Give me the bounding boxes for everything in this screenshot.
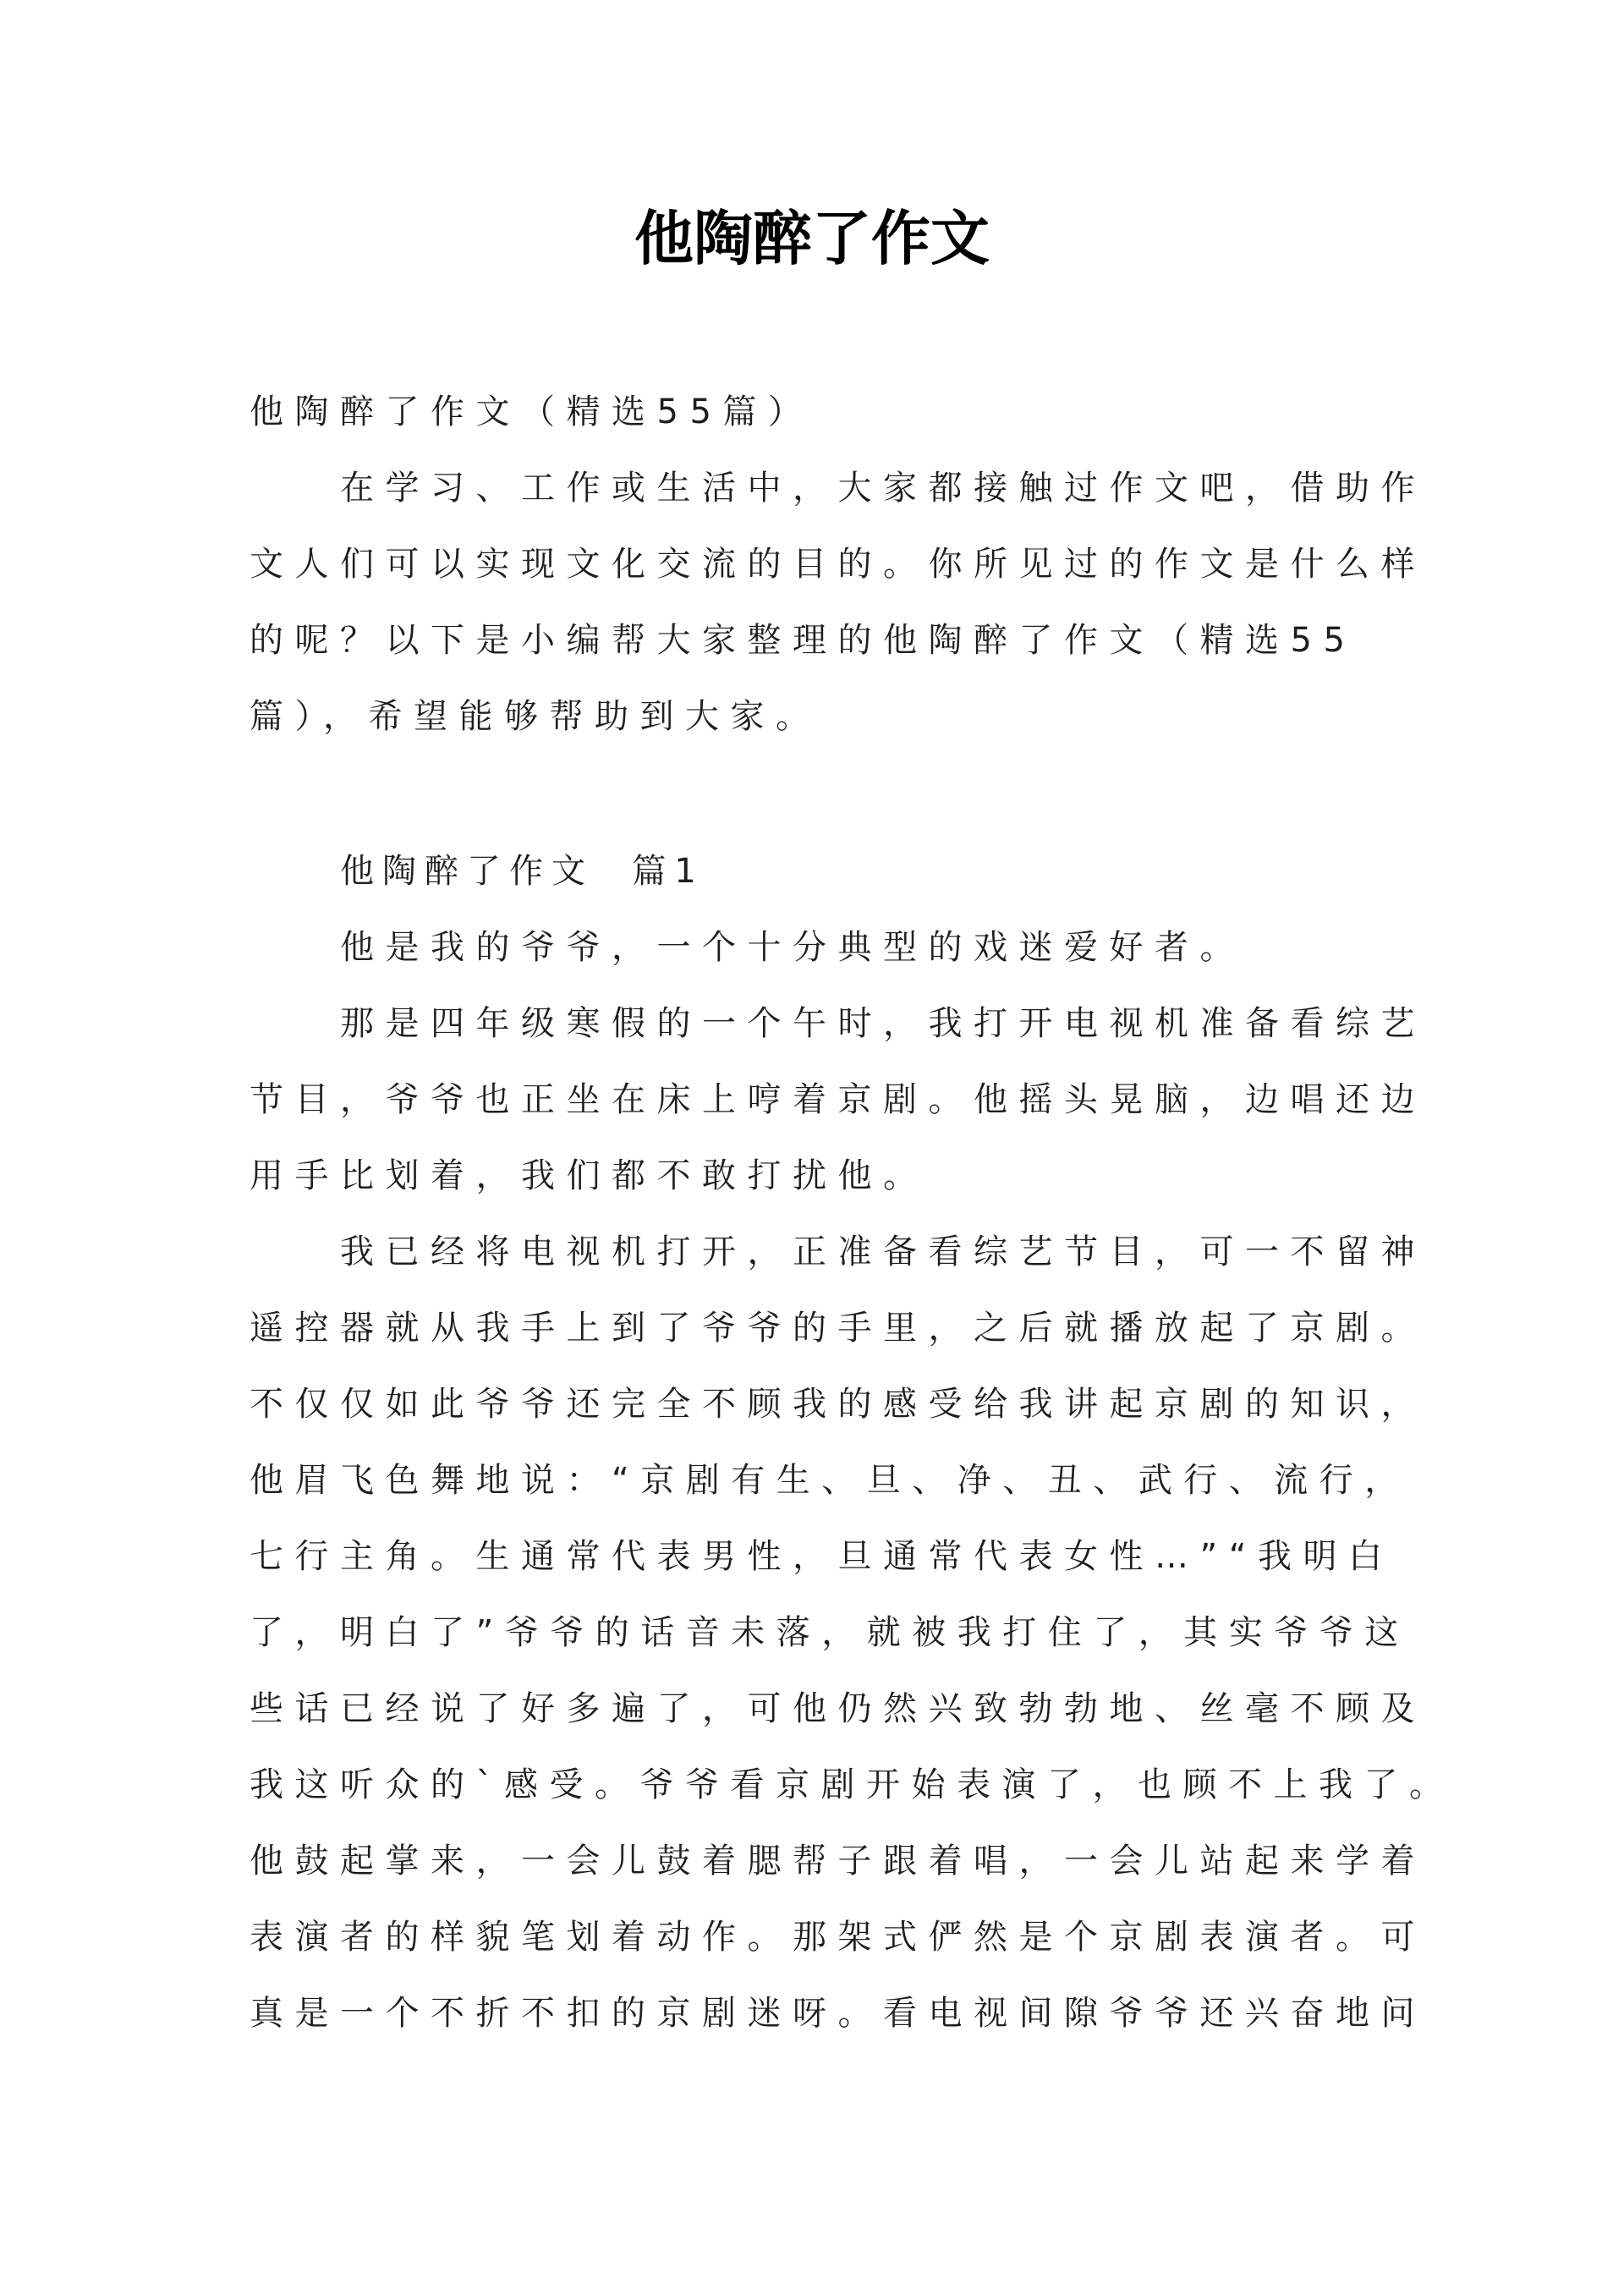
paragraph-line: 七行主角。生通常代表男性，旦通常代表女性…”“我明白	[250, 1537, 1394, 1576]
paragraph-line: 那是四年级寒假的一个午时，我打开电视机准备看综艺	[340, 1004, 1426, 1043]
paragraph-line: 我这听众的`感受。爷爷看京剧开始表演了，也顾不上我了。	[250, 1765, 1455, 1804]
paragraph-line: 节目，爷爷也正坐在床上哼着京剧。他摇头晃脑，边唱还边	[250, 1080, 1426, 1119]
intro-subtitle: 他陶醉了作文（精选55篇）	[250, 393, 814, 431]
intro-paragraph-line: 文人们可以实现文化交流的目的。你所见过的作文是什么样	[250, 545, 1426, 584]
paragraph-line: 他眉飞色舞地说：“京剧有生、旦、净、丑、武行、流行，	[250, 1461, 1410, 1500]
paragraph-line: 表演者的样貌笔划着动作。那架式俨然是个京剧表演者。可	[250, 1918, 1426, 1957]
paragraph-line: 用手比划着，我们都不敢打扰他。	[250, 1156, 929, 1195]
paragraph-line: 了，明白了”爷爷的话音未落，就被我打住了，其实爷爷这	[250, 1613, 1410, 1652]
document-title: 他陶醉了作文	[634, 203, 990, 273]
paragraph-line: 他是我的爷爷，一个十分典型的戏迷爱好者。	[340, 928, 1245, 967]
intro-paragraph-line: 篇），希望能够帮助到大家。	[250, 697, 821, 736]
paragraph-line: 我已经将电视机打开，正准备看综艺节目，可一不留神	[340, 1233, 1426, 1271]
paragraph-line: 他鼓起掌来，一会儿鼓着腮帮子跟着唱，一会儿站起来学着	[250, 1842, 1426, 1880]
paragraph-line: 不仅仅如此爷爷还完全不顾我的感受给我讲起京剧的知识，	[250, 1385, 1426, 1424]
paragraph-line: 些话已经说了好多遍了，可他仍然兴致勃勃地、丝毫不顾及	[250, 1689, 1426, 1728]
intro-paragraph-line: 在学习、工作或生活中，大家都接触过作文吧，借助作	[340, 469, 1426, 508]
paragraph-line: 真是一个不折不扣的京剧迷呀。看电视间隙爷爷还兴奋地问	[250, 1994, 1426, 2033]
paragraph-line: 遥控器就从我手上到了爷爷的手里，之后就播放起了京剧。	[250, 1309, 1426, 1348]
intro-paragraph-line: 的呢？以下是小编帮大家整理的他陶醉了作文（精选55	[250, 621, 1357, 660]
section-heading: 他陶醉了作文 篇1	[340, 852, 705, 891]
